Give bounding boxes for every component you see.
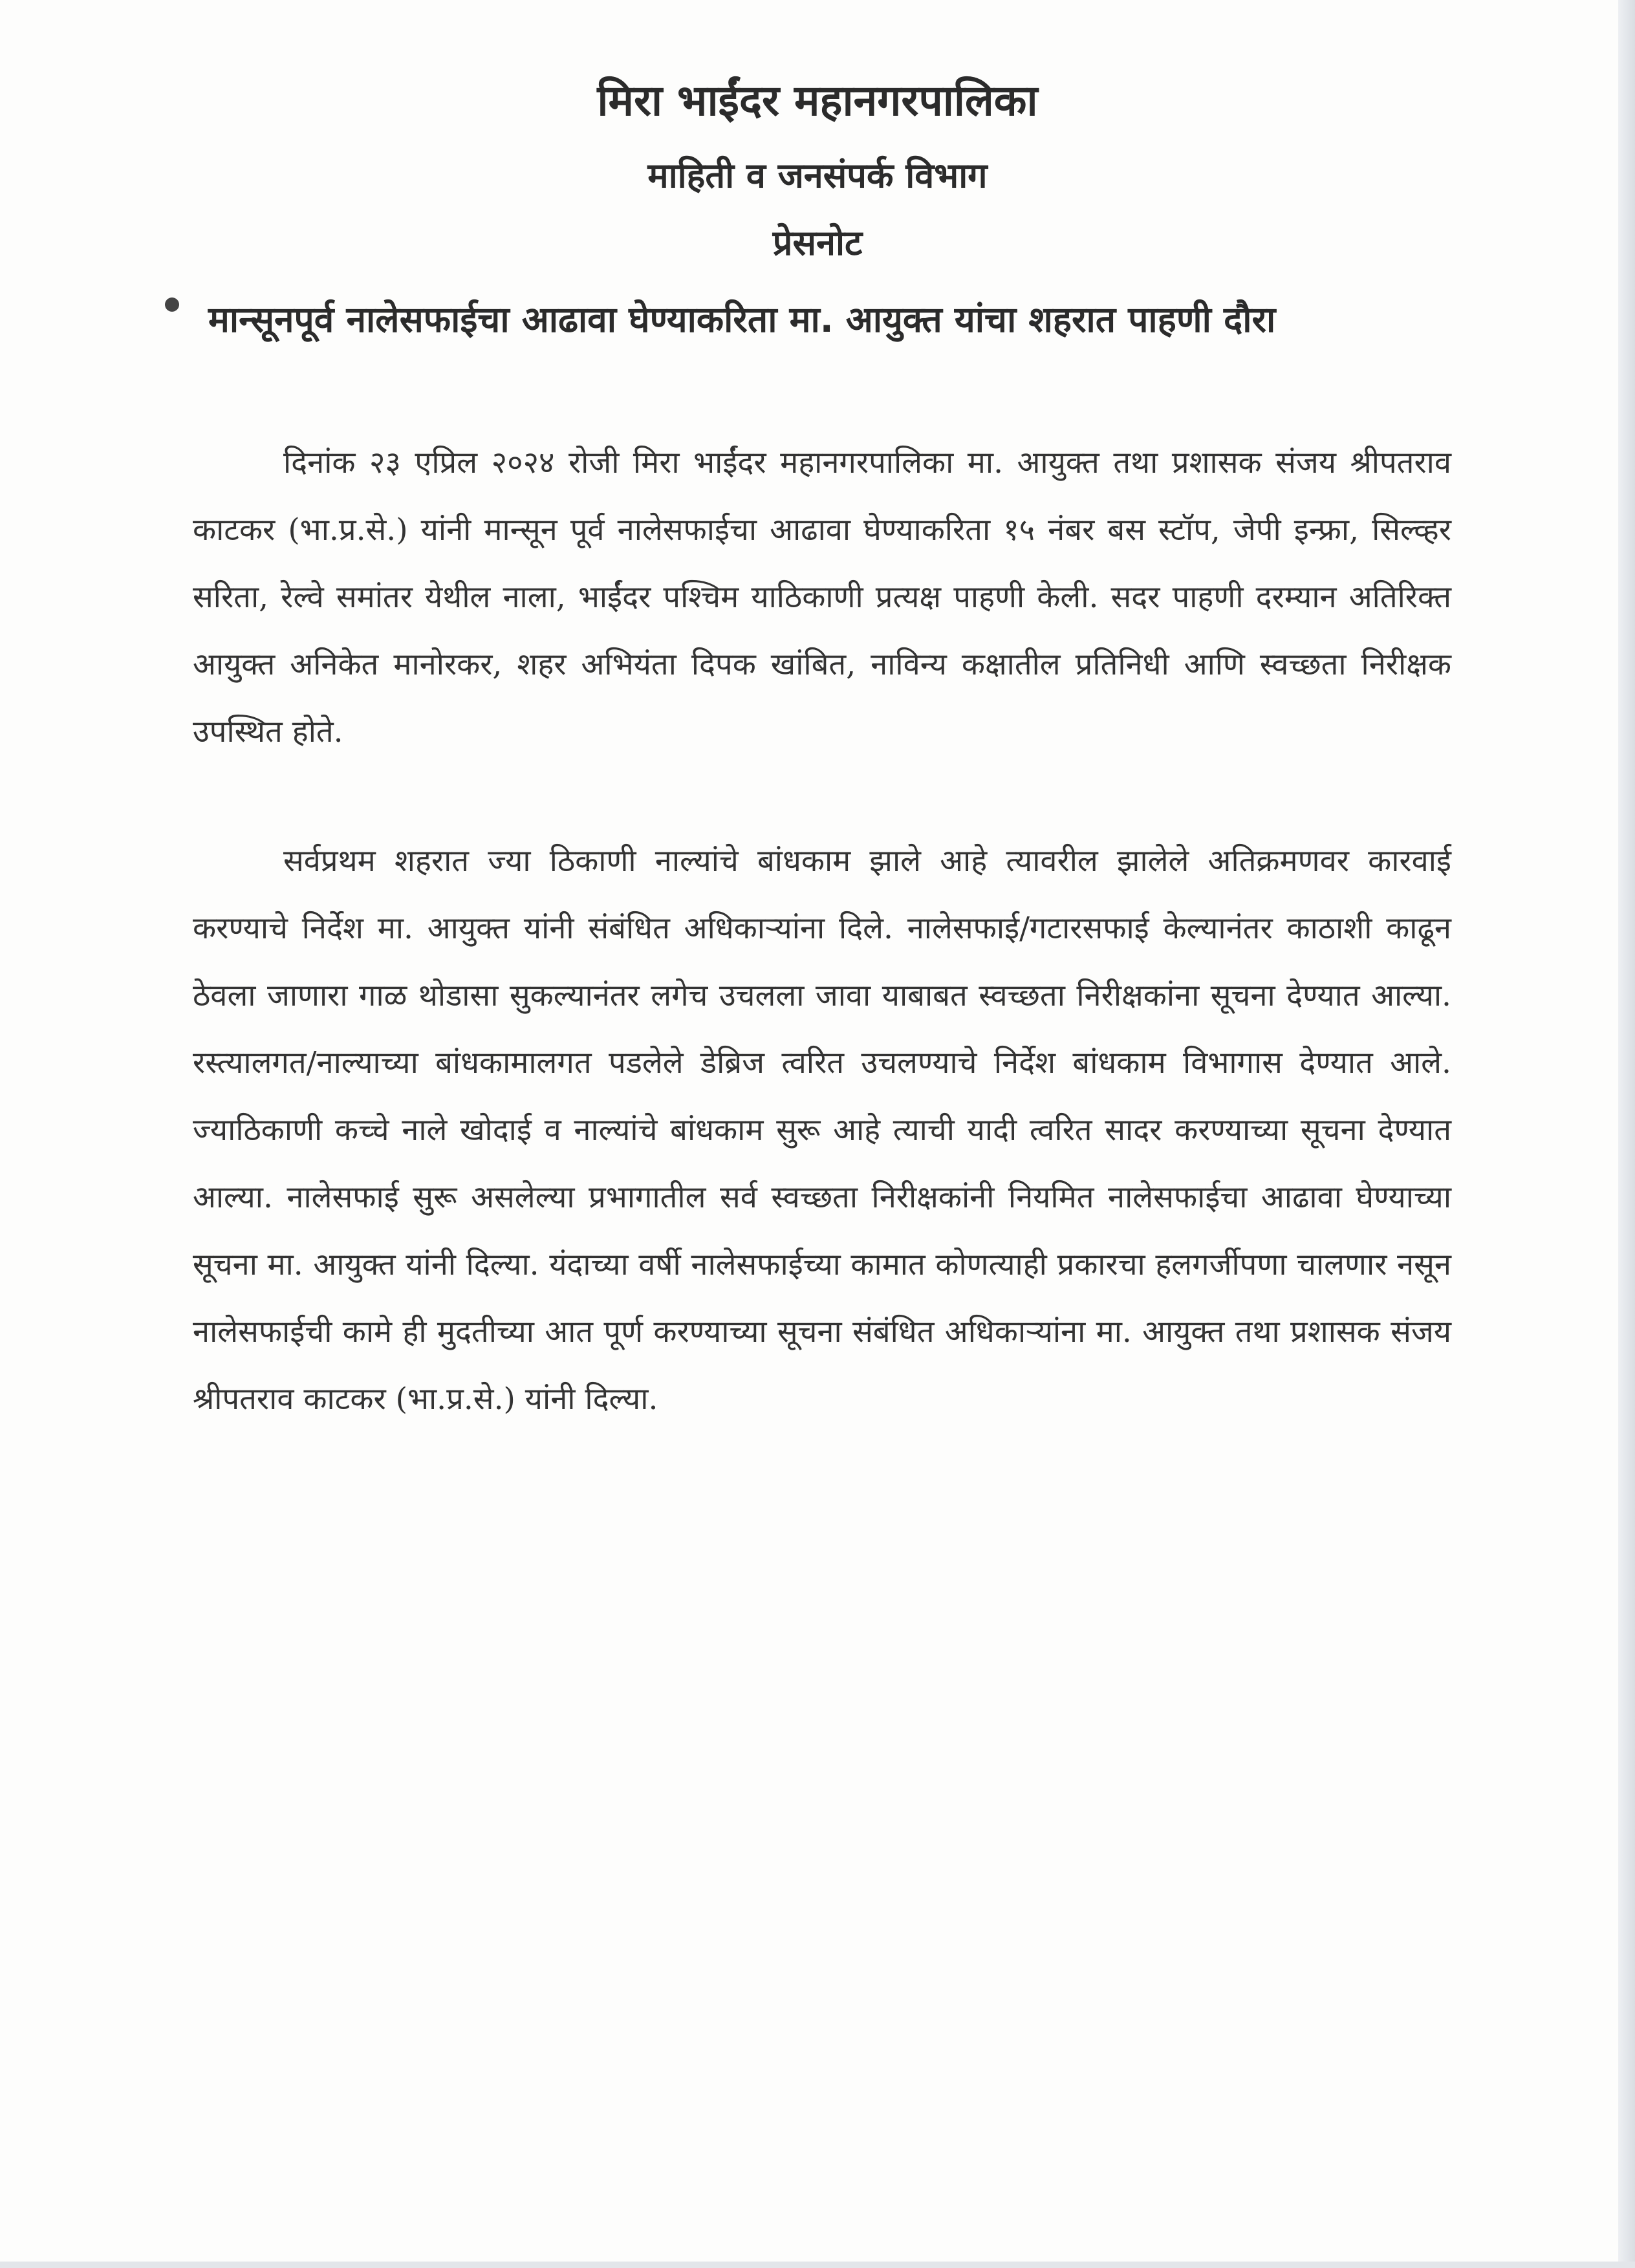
organization-name: मिरा भाईंदर महानगरपालिका	[597, 76, 1038, 125]
paragraph-instructions: सर्वप्रथम शहरात ज्या ठिकाणी नाल्यांचे बांधकाम झाले आहे त्यावरील झालेले अतिक्रमणवर कारवाई करण्याचे निर्देश मा. आयुक्त यांनी संबंधित अधिकाऱ्यांना दिले. नालेसफाई/गटारसफाई केल्यानंतर काठाशी काढून ठेवला जाणारा गाळ थोडासा सुकल्यानंतर लगेच उचलला जावा याबाबत स्वच्छता निरीक्षकांना सूचना देण्यात आल्या. रस्त्यालगत/नाल्याच्या बांधकामालगत पडलेले डेब्रिज त्वरित उचलण्याचे निर्देश बांधकाम विभागास देण्यात आले. ज्याठिकाणी कच्चे नाले खोदाई व नाल्यांचे बांधकाम सुरू आहे त्याची यादी त्वरित सादर करण्याच्या सूचना देण्यात आल्या. नालेसफाई सुरू असलेल्या प्रभागातील सर्व स्वच्छता निरीक्षकांनी नियमित नालेसफाईचा आढावा घेण्याच्या सूचना मा. आयुक्त यांनी दिल्या. यंदाच्या वर्षी नालेसफाईच्या कामात कोणत्याही प्रकारचा हलगर्जीपणा चालणार नसून नालेसफाईची कामे ही मुदतीच्या आत पूर्ण करण्याच्या सूचना संबंधित अधिकाऱ्यांना मा. आयुक्त तथा प्रशासक संजय श्रीपतराव काटकर (भा.प्र.से.) यांनी दिल्या.	[193, 843, 1451, 1417]
page-bottom-edge	[0, 2262, 1635, 2268]
page-edge-shadow	[1618, 0, 1635, 2268]
department-name: माहिती व जनसंपर्क विभाग	[647, 155, 988, 196]
subject-text: मान्सूनपूर्व नालेसफाईचा आढावा घेण्याकरिता मा. आयुक्त यांचा शहरात पाहणी दौरा	[208, 299, 1276, 340]
subject-line	[163, 285, 1469, 354]
document-type: प्रेसनोट	[772, 222, 863, 263]
paragraph-inspection-details: दिनांक २३ एप्रिल २०२४ रोजी मिरा भाईंदर महानगरपालिका मा. आयुक्त तथा प्रशासक संजय श्रीपतराव काटकर (भा.प्र.से.) यांनी मान्सून पूर्व नालेसफाईचा आढावा घेण्याकरिता १५ नंबर बस स्टॉप, जेपी इन्फ्रा, सिल्व्हर सरिता, रेल्वे समांतर येथील नाला, भाईंदर पश्चिम याठिकाणी प्रत्यक्ष पाहणी केली. सदर पाहणी दरम्यान अतिरिक्त आयुक्त अनिकेत मानोरकर, शहर अभियंता दिपक खांबित, नाविन्य कक्षातील प्रतिनिधी आणि स्वच्छता निरीक्षक उपस्थित होते.	[193, 445, 1451, 750]
